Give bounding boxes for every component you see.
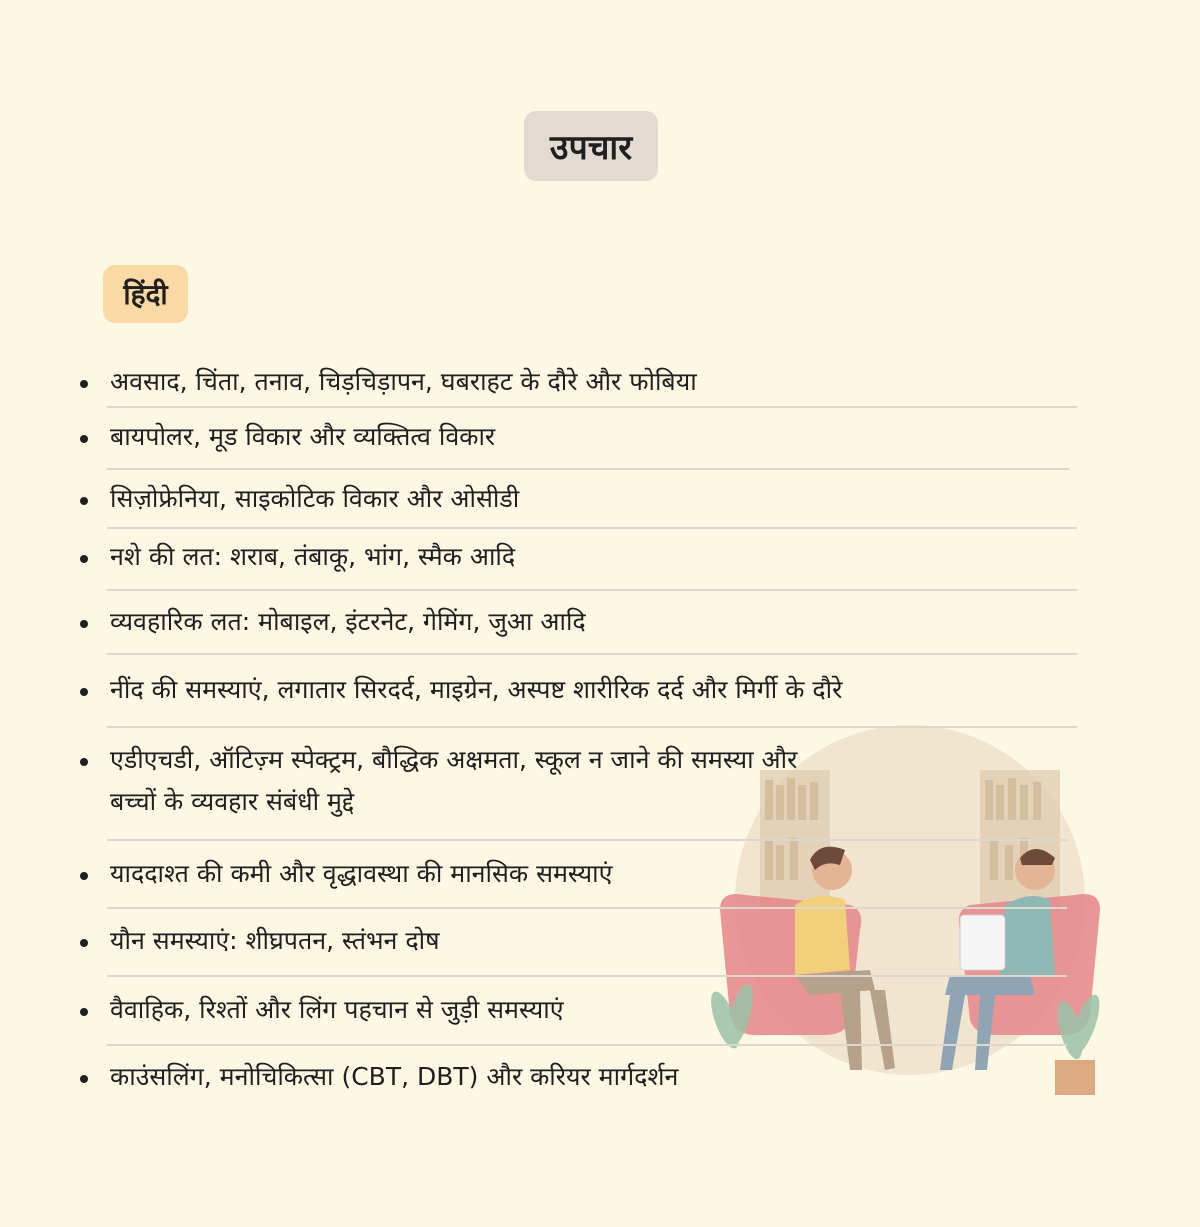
bullet-icon — [80, 555, 88, 563]
list-item — [80, 416, 495, 458]
divider — [107, 975, 1067, 977]
bullet-icon — [80, 497, 88, 505]
list-item — [80, 920, 440, 962]
page-title-text: उपचार — [549, 128, 633, 168]
list-item-text: व्यवहारिक लत: मोबाइल, इंटरनेट, गेमिंग, जुआ आदि — [110, 607, 586, 636]
list-item-text — [110, 739, 797, 823]
bullet-icon — [80, 1008, 88, 1016]
divider — [107, 589, 1077, 591]
list-item — [80, 1056, 678, 1098]
list-item-text: काउंसलिंग, मनोचिकित्सा (CBT, DBT) और करियर मार्गदर्शन — [110, 1062, 679, 1091]
list-item — [80, 853, 612, 895]
bullet-icon — [80, 688, 88, 696]
list-item-text: नींद की समस्याएं, लगातार सिरदर्द, माइग्रेन, अस्पष्ट शारीरिक दर्द और मिर्गी के दौरे — [110, 675, 843, 704]
divider — [107, 839, 1067, 841]
divider — [107, 726, 1077, 728]
divider — [107, 1044, 1067, 1046]
list-item-line-2: बच्चों के व्यवहार संबंधी मुद्दे — [110, 787, 355, 816]
list-item — [80, 478, 519, 520]
divider — [107, 406, 1077, 408]
bullet-icon — [80, 620, 88, 628]
list-item-text: बायपोलर, मूड विकार और व्यक्तित्व विकार — [110, 422, 496, 451]
list-item — [80, 739, 797, 823]
divider — [107, 527, 1077, 529]
bullet-icon — [80, 435, 88, 443]
list-item — [80, 989, 564, 1031]
list-item-text: नशे की लत: शराब, तंबाकू, भांग, स्मैक आदि — [110, 542, 516, 571]
list-item — [80, 601, 586, 643]
list-item-text: यौन समस्याएं: शीघ्रपतन, स्तंभन दोष — [110, 926, 440, 955]
list-item-text: याददाश्त की कमी और वृद्धावस्था की मानसिक समस्याएं — [110, 859, 613, 888]
list-item — [80, 536, 515, 578]
list-item — [80, 361, 697, 403]
list-item-text: सिज़ोफ्रेनिया, साइकोटिक विकार और ओसीडी — [110, 484, 520, 513]
divider — [107, 653, 1077, 655]
bullet-icon — [80, 939, 88, 947]
divider — [107, 907, 1067, 909]
language-label: हिंदी — [123, 278, 168, 311]
list-item-text: वैवाहिक, रिश्तों और लिंग पहचान से जुड़ी समस्याएं — [110, 995, 564, 1024]
list-item-text: अवसाद, चिंता, तनाव, चिड़चिड़ापन, घबराहट के दौरे और फोबिया — [110, 367, 697, 396]
list-item — [80, 669, 842, 711]
bullet-icon — [80, 758, 88, 766]
bullet-icon — [80, 380, 88, 388]
bullet-icon — [80, 872, 88, 880]
bullet-icon — [80, 1075, 88, 1083]
divider — [107, 468, 1069, 470]
list-item-line-1: एडीएचडी, ऑटिज़्म स्पेक्ट्रम, बौद्धिक अक्षमता, स्कूल न जाने की समस्या और — [110, 745, 798, 774]
